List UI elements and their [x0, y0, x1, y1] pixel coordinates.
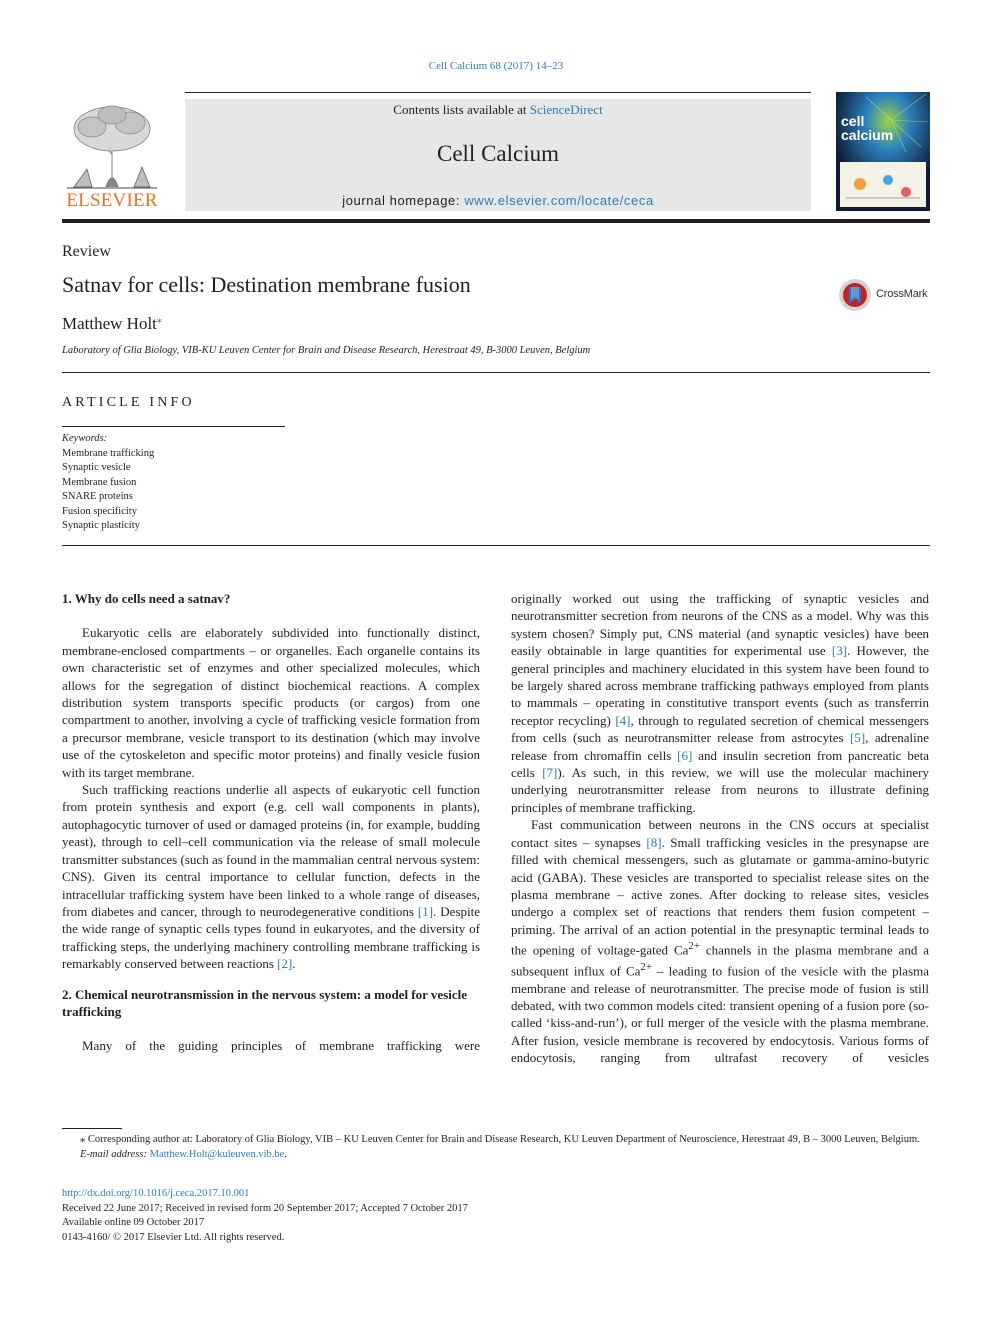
paragraph-text: Such trafficking reactions underlie all aspects of eukaryotic cell function from protein synthesis and export (e.g. cell wall components in plants), autophagocytic turnover of used or damaged proteins (in, for example, budding yeast), through to cell–cell communication via the release of small molecule transmitter substances (such as found in the mammalian central nervous system: CNS). Given its central importance to cellular function, defects in the intracellular trafficking system have been linked to a whole range of diseases, from diabetes and cancer, through to neurodegenerative conditions [62, 782, 480, 919]
reference-link[interactable]: [2] [277, 956, 293, 972]
reference-link[interactable]: [6] [677, 747, 693, 763]
received-dates: Received 22 June 2017; Received in revised form 20 September 2017; Accepted 7 October 2017 [62, 1202, 468, 1214]
email-end: . [284, 1149, 287, 1160]
cover-title-line1: cell [841, 113, 865, 129]
sciencedirect-link[interactable]: ScienceDirect [529, 102, 603, 117]
available-online: Available online 09 October 2017 [62, 1217, 205, 1228]
title-block-rule [62, 372, 930, 373]
masthead-top-rule [185, 92, 811, 93]
homepage-prefix: journal homepage: [342, 193, 465, 208]
paragraph-text: . Despite the wide range of synaptic cells types found in eukaryotes, and the diversity of trafficking steps, the underlying machinery controlling membrane trafficking is remarkably conserved between reactions [62, 903, 480, 972]
reference-link[interactable]: [7] [542, 765, 558, 781]
journal-cover-image[interactable] [836, 92, 930, 211]
cover-title [841, 114, 893, 142]
keyword: Synaptic plasticity [62, 520, 140, 531]
paragraph-text: , adrenaline release from chromaffin cells [511, 730, 929, 763]
reference-link[interactable]: [4] [615, 712, 631, 728]
cover-art [836, 92, 930, 211]
keywords-title: Keywords: [62, 433, 108, 444]
section-2-paragraph-2 [511, 816, 929, 1066]
contents-line [185, 102, 811, 118]
superscript: 2+ [640, 960, 652, 973]
email-label: E-mail address: [80, 1149, 150, 1160]
section-1-heading: 1. Why do cells need a satnav? [62, 591, 231, 606]
article-info-rule [62, 426, 285, 427]
section-2-heading: 2. Chemical neurotransmission in the nervous system: a model for vesicle trafficking [62, 986, 468, 1019]
elsevier-wordmark: ELSEVIER [66, 190, 158, 211]
keyword: SNARE proteins [62, 491, 133, 502]
paragraph-text: Fast communication between neurons in the CNS occurs at specialist contact sites – synapses [511, 817, 929, 850]
article-history [62, 1187, 468, 1245]
keyword: Synaptic vesicle [62, 462, 131, 473]
footnote-mark: ⁎ [80, 1134, 86, 1145]
body-column-right [511, 590, 929, 1067]
paragraph-text: , through to regulated secretion of chemical messengers from cells (such as neurotransmitter release from astrocytes [511, 712, 929, 746]
crossmark-icon [838, 278, 872, 312]
footnote-text [62, 1132, 930, 1147]
body-column-left [62, 590, 480, 1055]
reference-link[interactable]: [5] [849, 730, 866, 746]
section-1-paragraph-2 [62, 781, 480, 972]
author-name-text[interactable]: Matthew Holt [62, 314, 157, 333]
author-name [62, 314, 162, 334]
email-link[interactable]: Matthew.Holt@kuleuven.vib.be [149, 1149, 285, 1160]
article-title: Satnav for cells: Destination membrane fusion [62, 272, 471, 297]
keywords-list [62, 432, 154, 534]
journal-homepage-link[interactable]: www.elsevier.com/locate/ceca [464, 193, 654, 208]
journal-masthead [185, 99, 811, 211]
contents-prefix: Contents lists available at [393, 102, 530, 117]
keyword: Fusion specificity [62, 505, 137, 517]
journal-title: Cell Calcium [436, 141, 559, 166]
section-2-paragraph-1: Many of the guiding principles of membrane trafficking were [82, 1038, 480, 1054]
crossmark-label: CrossMark [876, 288, 928, 300]
paragraph-text: originally worked out using the trafficking of synaptic vesicles and neurotransmitter secretion from neurons of the CNS as a model. Why was this system chosen? Simply put, CNS material (and synaptic vesicles) have been easily obtainable in large quantities for experimental use [511, 591, 929, 659]
paragraph-text: . Small trafficking vesicles in the presynapse are filled with chemical messengers, such as glutamate or gamma-amino-butyric acid (GABA). These vesicles are transported to specialist release sites on the plasma membrane – active zones. After docking to release sites, vesicles undergo a complex set of reactions that renders them fusion competent – priming. The arrival of an action potential in the presynaptic terminal leads to the opening of voltage-gated Ca [511, 834, 929, 958]
journal-homepage-line [185, 193, 811, 208]
doi-link[interactable]: http://dx.doi.org/10.1016/j.ceca.2017.10.001 [62, 1188, 250, 1199]
crossmark-badge[interactable] [838, 279, 938, 311]
paragraph-text: . However, the general principles and machinery elucidated in this system have been found to be largely shared across membrane trafficking pathways employed from plants to mammals – operating in constitutive transport events (such as transferrin receptor recycling) [511, 643, 930, 728]
corresponding-author-mark[interactable]: ⁎ [156, 314, 162, 326]
masthead-bottom-rule [62, 219, 930, 223]
reference-link[interactable]: [1] [417, 903, 434, 919]
journal-citation[interactable]: Cell Calcium 68 (2017) 14–23 [428, 60, 564, 72]
article-type: Review [62, 243, 111, 260]
cover-title-line2: calcium [841, 127, 894, 143]
corresponding-author-footnote [62, 1132, 930, 1162]
elsevier-tree-icon [62, 99, 162, 191]
article-info-bottom-rule [62, 545, 930, 546]
keyword: Membrane fusion [62, 476, 137, 488]
copyright: 0143-4160/ © 2017 Elsevier Ltd. All rights reserved. [62, 1231, 285, 1243]
paragraph-text: . [292, 956, 296, 972]
paragraph-text: and insulin secretion from pancreatic beta cells [511, 747, 929, 781]
superscript: 2+ [688, 940, 700, 953]
paragraph-text: ). As such, in this review, we will use the molecular machinery underlying neurotransmitter release from neurons to illustrate defining principles of membrane trafficking. [511, 765, 929, 815]
footnote-body: Corresponding author at: Laboratory of Glia Biology, VIB – KU Leuven Center for Brain and Disease Research, KU Leuven Department of Neuroscience, Herestraat 49, B – 3000 Leuven, Belgium. [85, 1134, 920, 1145]
author-affiliation: Laboratory of Glia Biology, VIB-KU Leuven Center for Brain and Disease Research, Herestraat 49, B-3000 Leuven, Belgium [62, 345, 591, 356]
article-info-heading: ARTICLE INFO [62, 395, 195, 410]
reference-link[interactable]: [8] [646, 834, 662, 850]
section-2-paragraph-1-continued [511, 590, 929, 816]
footnote-rule [62, 1128, 122, 1129]
keyword: Membrane trafficking [62, 447, 155, 459]
reference-link[interactable]: [3] [831, 643, 848, 659]
paragraph-text: channels in the plasma membrane and a subsequent influx of Ca [511, 942, 930, 979]
paragraph-text: – leading to fusion of the vesicle with the plasma membrane and release of neurotransmitter. The precise mode of fusion is still debated, with two common models cited: transient opening of a fusion pore (so-called ‘kiss-and-run’), or full merger of the vesicle with the plasma membrane. After fusion, vesicle membrane is recovered by endocytosis. Various forms of endocytosis, ranging from ultrafast recovery of vesicles [511, 963, 930, 1066]
elsevier-logo [62, 99, 162, 212]
section-1-paragraph-1: Eukaryotic cells are elaborately subdivided into functionally distinct, membrane-enclosed compartments – or organelles. Each organelle contains its own characteristic set of enzymes and other specialized molecules, which allows for the segregation of distinct biochemical reactions. A complex distribution system transports specific products (or cargos) from one compartment to another, involving a cycle of trafficking vesicle formation from a precursor membrane, vesicle transport to its destination (which may involve use of the cytoskeleton and specific motor proteins) and finally vesicle fusion with its target membrane. [62, 625, 480, 780]
email-line [62, 1147, 930, 1162]
